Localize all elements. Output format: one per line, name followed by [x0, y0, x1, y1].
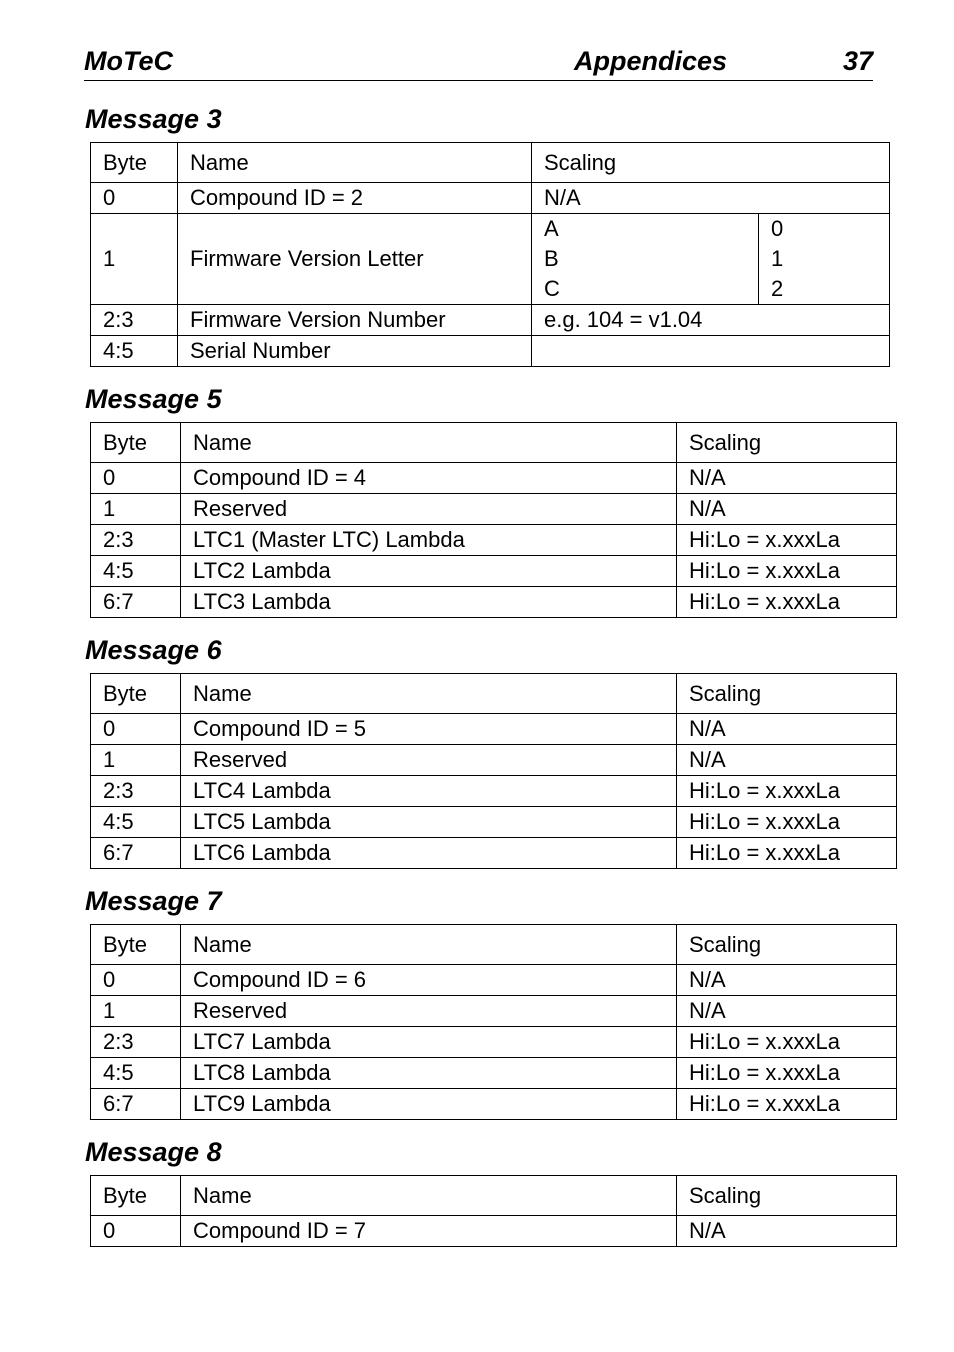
name-cell: Compound ID = 4 [181, 463, 677, 494]
column-header-scaling: Scaling [677, 925, 897, 965]
scaling-cell: N/A [677, 1216, 897, 1247]
column-header-byte: Byte [91, 1176, 181, 1216]
byte-cell: 2:3 [91, 305, 178, 336]
byte-cell: 6:7 [91, 1089, 181, 1120]
column-header-name: Name [181, 1176, 677, 1216]
scaling-cell: Hi:Lo = x.xxxLa [677, 1027, 897, 1058]
byte-cell: 4:5 [91, 556, 181, 587]
table-row [91, 1089, 897, 1120]
byte-cell: 2:3 [91, 1027, 181, 1058]
scaling-cell: Hi:Lo = x.xxxLa [677, 556, 897, 587]
scaling-cell: Hi:Lo = x.xxxLa [677, 587, 897, 618]
scaling-cell: Hi:Lo = x.xxxLa [677, 807, 897, 838]
name-cell: Firmware Version Number [178, 305, 532, 336]
scaling-cell: e.g. 104 = v1.04 [532, 305, 890, 336]
column-header-byte: Byte [91, 674, 181, 714]
byte-cell: 4:5 [91, 336, 178, 367]
table-row [91, 996, 897, 1027]
message-3-title: Message 3 [85, 104, 222, 134]
name-cell: Compound ID = 6 [181, 965, 677, 996]
column-header-name: Name [181, 925, 677, 965]
table-row [91, 1058, 897, 1089]
table-row [91, 494, 897, 525]
name-cell: Firmware Version Letter [178, 214, 532, 305]
byte-cell: 0 [91, 183, 178, 214]
column-header-scaling: Scaling [532, 143, 890, 183]
message-3-table [90, 142, 890, 367]
name-cell: Serial Number [178, 336, 532, 367]
table-row [91, 965, 897, 996]
table-header-row [91, 1176, 897, 1216]
table-header-row [91, 925, 897, 965]
table-row [91, 525, 897, 556]
name-cell: LTC2 Lambda [181, 556, 677, 587]
name-cell: LTC3 Lambda [181, 587, 677, 618]
message-7-table [90, 924, 897, 1120]
column-header-byte: Byte [91, 925, 181, 965]
header-page-number: 37 [842, 46, 873, 76]
byte-cell: 0 [91, 1216, 181, 1247]
scaling-letter: B [544, 246, 559, 271]
byte-cell: 1 [91, 494, 181, 525]
name-cell: Compound ID = 2 [178, 183, 532, 214]
scaling-value: 1 [771, 246, 784, 271]
scaling-cell: N/A [532, 183, 890, 214]
table-row [91, 745, 897, 776]
column-header-scaling: Scaling [677, 674, 897, 714]
scaling-value: 2 [771, 276, 784, 301]
byte-cell: 2:3 [91, 525, 181, 556]
scaling-cell [532, 336, 890, 367]
byte-cell: 0 [91, 463, 181, 494]
table-row [91, 807, 897, 838]
scaling-cell: N/A [677, 463, 897, 494]
column-header-scaling: Scaling [677, 423, 897, 463]
byte-cell: 1 [91, 996, 181, 1027]
scaling-cell: Hi:Lo = x.xxxLa [677, 776, 897, 807]
column-header-name: Name [181, 423, 677, 463]
byte-cell: 1 [91, 214, 178, 305]
scaling-cell: N/A [677, 714, 897, 745]
byte-cell: 0 [91, 965, 181, 996]
scaling-cell: N/A [677, 494, 897, 525]
message-8-title: Message 8 [85, 1137, 222, 1167]
message-5-title: Message 5 [85, 384, 222, 414]
scaling-cell: Hi:Lo = x.xxxLa [677, 1089, 897, 1120]
message-8-table [90, 1175, 897, 1247]
message-6-title: Message 6 [85, 635, 222, 665]
table-row [91, 305, 890, 336]
scaling-cell: Hi:Lo = x.xxxLa [677, 838, 897, 869]
table-header-row [91, 674, 897, 714]
table-row [91, 1027, 897, 1058]
message-5-table [90, 422, 897, 618]
scaling-cell: N/A [677, 965, 897, 996]
byte-cell: 4:5 [91, 1058, 181, 1089]
byte-cell: 4:5 [91, 807, 181, 838]
byte-cell: 0 [91, 714, 181, 745]
column-header-byte: Byte [91, 143, 178, 183]
page-header [84, 44, 873, 81]
name-cell: Compound ID = 7 [181, 1216, 677, 1247]
header-brand: MoTeC [84, 46, 173, 76]
table-row [91, 183, 890, 214]
table-row [91, 336, 890, 367]
table-row [91, 714, 897, 745]
name-cell: LTC8 Lambda [181, 1058, 677, 1089]
byte-cell: 6:7 [91, 587, 181, 618]
column-header-name: Name [181, 674, 677, 714]
scaling-cell: N/A [677, 745, 897, 776]
name-cell: LTC4 Lambda [181, 776, 677, 807]
message-6-table [90, 673, 897, 869]
byte-cell: 2:3 [91, 776, 181, 807]
table-row [91, 463, 897, 494]
column-header-name: Name [178, 143, 532, 183]
scaling-cell: Hi:Lo = x.xxxLa [677, 1058, 897, 1089]
column-header-scaling: Scaling [677, 1176, 897, 1216]
scaling-cell: N/A [677, 996, 897, 1027]
name-cell: Reserved [181, 745, 677, 776]
table-header-row [91, 143, 890, 183]
name-cell: Compound ID = 5 [181, 714, 677, 745]
scaling-letters-cell [532, 214, 759, 305]
name-cell: Reserved [181, 996, 677, 1027]
table-row [91, 1216, 897, 1247]
scaling-cell: Hi:Lo = x.xxxLa [677, 525, 897, 556]
column-header-byte: Byte [91, 423, 181, 463]
table-row [91, 838, 897, 869]
name-cell: LTC1 (Master LTC) Lambda [181, 525, 677, 556]
name-cell: Reserved [181, 494, 677, 525]
name-cell: LTC9 Lambda [181, 1089, 677, 1120]
name-cell: LTC6 Lambda [181, 838, 677, 869]
message-7-title: Message 7 [85, 886, 222, 916]
table-row [91, 556, 897, 587]
table-header-row [91, 423, 897, 463]
header-section: Appendices [574, 46, 728, 76]
scaling-value: 0 [771, 216, 784, 241]
table-row [91, 776, 897, 807]
byte-cell: 1 [91, 745, 181, 776]
table-row [91, 587, 897, 618]
scaling-values-cell [759, 214, 890, 305]
scaling-letter: A [544, 216, 559, 241]
table-row [91, 214, 890, 305]
name-cell: LTC7 Lambda [181, 1027, 677, 1058]
byte-cell: 6:7 [91, 838, 181, 869]
name-cell: LTC5 Lambda [181, 807, 677, 838]
scaling-letter: C [544, 276, 560, 301]
